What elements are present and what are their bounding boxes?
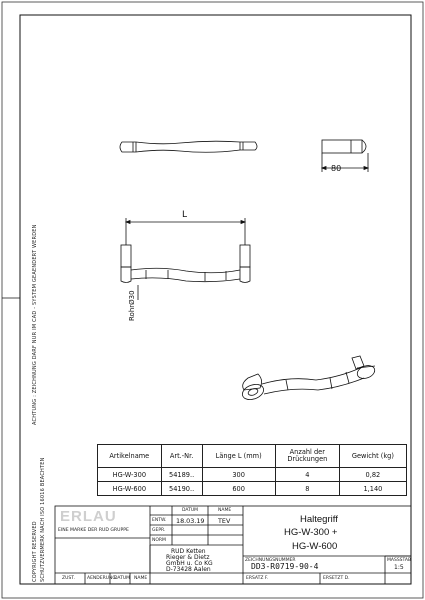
revision-change-label: AENDERUNG — [87, 576, 116, 581]
drawing-author: TEV — [218, 517, 231, 525]
cell-article-name: HG-W-300 — [98, 468, 162, 482]
drawing-date: 18.03.19 — [176, 517, 205, 525]
cell-article-name: HG-W-600 — [98, 482, 162, 496]
table-row — [98, 468, 407, 482]
revision-status-label: ZUST. — [62, 576, 75, 581]
title-line-2: HG-W-300 + — [284, 527, 338, 538]
company-name: RUD Ketten — [171, 548, 206, 555]
revision-date-label: DATUM — [114, 576, 131, 581]
dimension-tube: RohrØ30 — [128, 290, 136, 321]
cell-article-number: 54190.. — [161, 482, 202, 496]
dimension-length: L — [182, 210, 188, 220]
label-name-column: NAME — [218, 508, 232, 513]
cell-press-count: 4 — [275, 468, 339, 482]
cell-press-count: 8 — [275, 482, 339, 496]
header-article-number: Art.-Nr. — [161, 445, 202, 468]
title-line-1: Haltegriff — [300, 514, 338, 525]
replaced-for-label: ERSETZT D. — [323, 576, 350, 581]
company-address: D-73428 Aalen — [166, 566, 211, 573]
norm-note: SCHUTZVERMERK NACH ISO 16016 BEACHTEN — [40, 457, 46, 582]
cell-weight: 0,82 — [339, 468, 406, 482]
handle-isometric-view — [240, 356, 376, 402]
title-line-3: HG-W-600 — [292, 541, 338, 549]
label-date-column: DATUM — [182, 508, 199, 513]
inner-frame — [20, 15, 411, 584]
header-length: Länge L (mm) — [202, 445, 275, 468]
parts-table — [97, 444, 407, 496]
scale-value: 1:5 — [394, 564, 404, 571]
replaced-by-label: ERSATZ F. — [246, 576, 269, 581]
brand-logo: ERLAU — [60, 508, 117, 525]
label-norm: NORM — [152, 538, 166, 543]
handle-side-view — [322, 140, 368, 172]
cell-article-number: 54189.. — [161, 468, 202, 482]
label-checked: GEPR. — [152, 528, 166, 533]
table-row — [98, 482, 407, 496]
cell-length: 300 — [202, 468, 275, 482]
brand-tagline: EINE MARKE DER RUD GRUPPE — [58, 528, 129, 533]
drawing-number: DD3-R0719-90-4 — [251, 562, 319, 571]
company-partners: Rieger & Dietz — [166, 554, 210, 561]
copyright-note: COPYRIGHT RESERVED — [32, 521, 38, 582]
scale-label: MASSSTAB — [387, 558, 412, 563]
drawing-number-label: ZEICHNUNGSNUMMER — [245, 558, 296, 563]
handle-top-view — [121, 218, 250, 300]
revision-name-label: NAME — [134, 576, 148, 581]
cad-warning-note: ACHTUNG : ZEICHNUNG DARF NUR IM CAD - SYSTEM GEAENDERT WERDEN — [32, 224, 38, 425]
handle-front-view — [120, 141, 257, 152]
company-legal-form: GmbH u. Co KG — [166, 560, 213, 567]
dimension-side: 80 — [331, 164, 342, 173]
cell-weight: 1,140 — [339, 482, 406, 496]
header-weight: Gewicht (kg) — [339, 445, 406, 468]
header-article-name: Artikelname — [98, 445, 162, 468]
parts-table-header-row — [98, 445, 407, 468]
cell-length: 600 — [202, 482, 275, 496]
label-developed: ENTW. — [152, 518, 167, 523]
header-press-count: Anzahl der Drückungen — [275, 445, 339, 468]
